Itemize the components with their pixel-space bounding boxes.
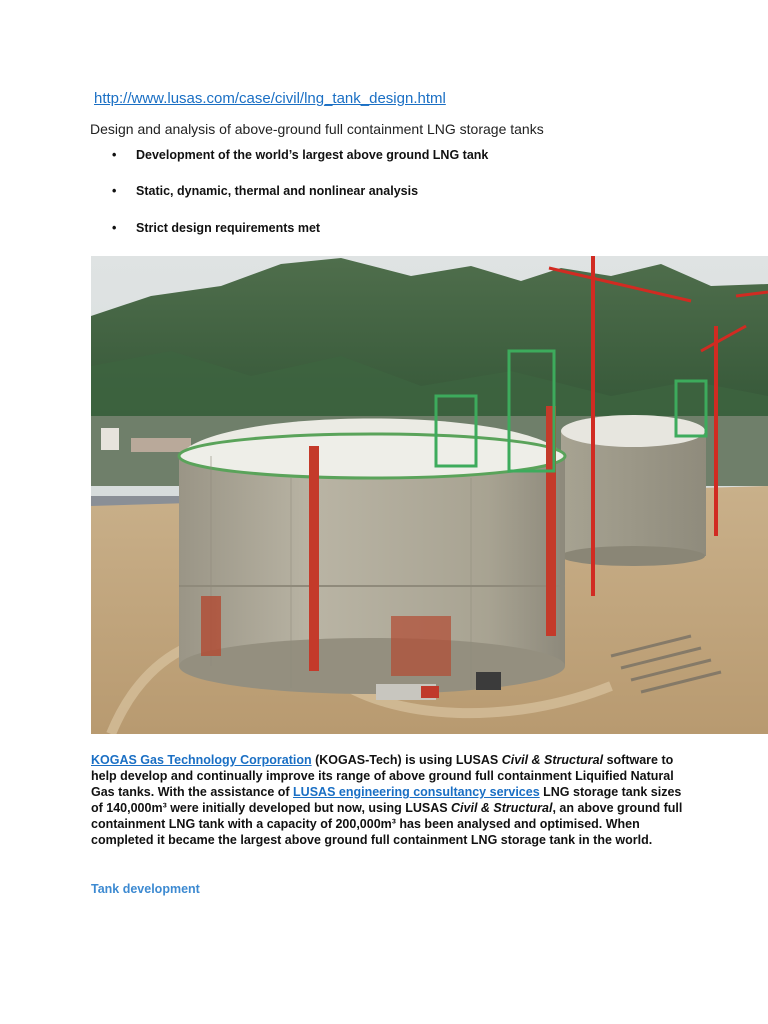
bullet-marker: • [112,148,117,162]
product-name-italic: Civil & Structural [501,753,604,767]
product-name-italic: Civil & Structural [451,801,553,815]
section-heading: Tank development [91,882,200,896]
bullet-marker: • [112,221,117,235]
bullet-marker: • [112,184,117,198]
body-text-segment: , an above ground full containment LNG tank with a capacity of 200,000m³ has been analysed and optimised. When completed it became the largest above ground full containment LNG storage tank in the world. [91,801,683,847]
list-item-text: Development of the world’s largest above ground LNG tank [136,148,489,162]
list-item-text: Static, dynamic, thermal and nonlinear analysis [136,184,419,198]
lusas-consultancy-link[interactable]: LUSAS engineering consultancy services [293,785,540,799]
body-paragraph [91,752,687,848]
body-text-segment: (KOGAS-Tech) is using LUSAS [311,753,502,767]
lng-tank-construction-photo [91,256,768,734]
list-item-text: Strict design requirements met [136,221,321,235]
body-text-segment: LNG storage tank sizes of 140,000m³ were initially developed but now, using LUSAS [91,785,682,815]
case-study-url-link[interactable]: http://www.lusas.com/case/civil/lng_tank_design.html [94,90,446,107]
body-text-segment: software to help develop and continually improve its range of above ground full containment Liquified Natural Gas tanks. With the assistance of [91,753,674,799]
kogas-link[interactable]: KOGAS Gas Technology Corporation [91,753,312,767]
page-subtitle: Design and analysis of above-ground full containment LNG storage tanks [90,121,544,137]
